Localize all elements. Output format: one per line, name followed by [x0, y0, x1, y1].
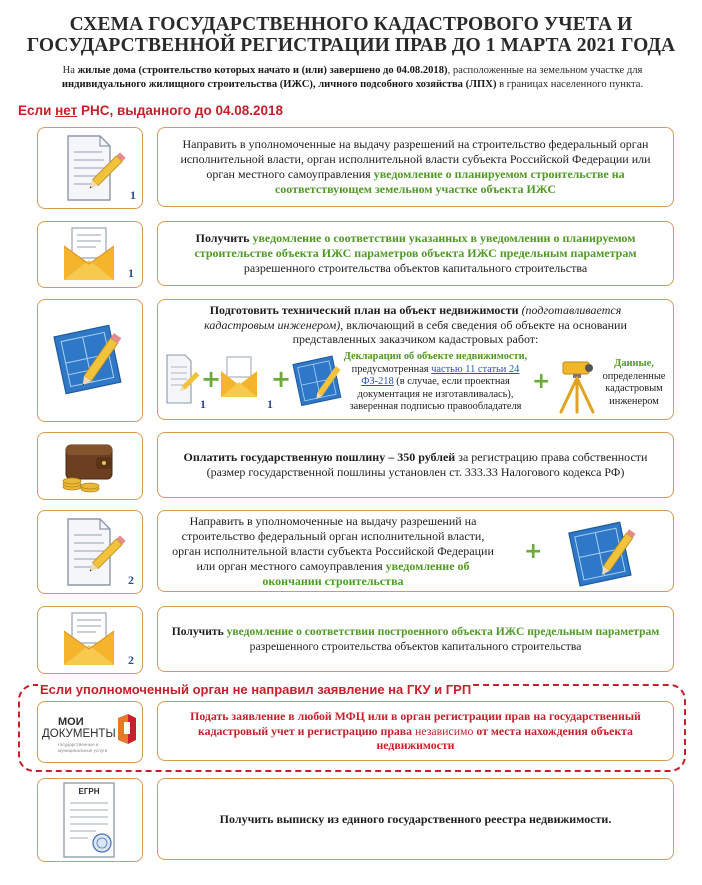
data-title: Данные,	[614, 358, 654, 369]
step1-badge: 1	[130, 188, 136, 202]
alternative-heading: Если уполномоченный орган не направил заявление на ГКУ и ГРП	[40, 682, 472, 697]
step5-icon-box	[37, 510, 143, 594]
title-line-2: ГОСУДАРСТВЕННОЙ РЕГИСТРАЦИИ ПРАВ ДО 1 МАРТА 2021 ГОДА	[26, 35, 676, 56]
title-line-1: СХЕМА ГОСУДАРСТВЕННОГО КАДАСТРОВОГО УЧЕТА И	[69, 14, 633, 35]
envelope-letter-icon	[38, 222, 142, 287]
step6-highlight: уведомление о соответствии построенного объекта ИЖС предельным параметрам	[226, 625, 660, 638]
step3-declaration	[337, 351, 534, 414]
condition-negation: нет	[55, 103, 78, 118]
wallet-coins-icon	[38, 433, 142, 499]
document-small-icon	[167, 355, 199, 403]
final-text-box	[157, 778, 674, 860]
step2-icon-box	[37, 221, 143, 288]
step3-bold: Подготовить технический план на объект недвижимости	[209, 303, 519, 317]
page-title	[0, 14, 702, 56]
step6-text: разрешенного строительства объектов капитального строительства	[249, 640, 582, 653]
step3-badge-a: 1	[200, 397, 206, 411]
fz218-link[interactable]: частью 11 статьи 24 ФЗ-218	[361, 363, 520, 388]
step2-text: разрешенного строительства объектов капитального строительства	[243, 261, 588, 275]
step5-text-box	[157, 510, 674, 592]
egrn-icon-box	[37, 778, 143, 862]
plus-icon: +	[271, 365, 292, 393]
step6-icon-box	[37, 606, 143, 674]
envelope-small-icon	[221, 357, 257, 397]
declaration-title: Декларация об объекте недвижимости,	[343, 351, 528, 362]
intro-part: , расположенные на земельном участке для	[447, 65, 643, 76]
step2-text-box	[157, 221, 674, 286]
condition-post: РНС, выданного до 04.08.2018	[77, 103, 284, 118]
logo-tagline: государственные и муниципальные услуги	[58, 742, 108, 753]
step1-highlight: уведомление о планируемом строительстве на соответствующем земельном участке объекта ИЖС	[274, 167, 625, 196]
step4-text: за регистрацию права собственности (размер государственной пошлины установлен ст. 333.33 Налогового кодекса РФ)	[206, 450, 648, 479]
data-text: определенные кадастровым инженером	[602, 370, 666, 407]
step6-badge: 2	[128, 653, 134, 667]
condition-heading	[18, 103, 283, 118]
document-pencil-icon	[38, 511, 142, 593]
intro-bold-houses: жилые дома (строительство которых начато и (или) завершено до 04.08.2018)	[77, 65, 448, 76]
surveyor-level-icon	[553, 356, 601, 416]
final-text: Получить выписку из единого государственного реестра недвижимости.	[219, 811, 612, 826]
intro-part: в границах населенного пункта.	[496, 79, 644, 90]
step2-badge: 1	[128, 266, 134, 280]
alternative-text-end: от места нахождения объекта недвижимости	[376, 723, 633, 753]
alternative-text-red: Подать заявление в любой МФЦ или в орган регистрации прав на государственный кадастровый учет и регистрацию права	[190, 709, 641, 738]
mfc-logo	[42, 716, 118, 753]
step1-icon-box	[37, 127, 143, 209]
step4-bold: Оплатить государственную пошлину – 350 рублей	[183, 450, 456, 464]
condition-pre: Если	[18, 103, 56, 118]
step1-text-box	[157, 127, 674, 207]
egrn-label: ЕГРН	[78, 787, 100, 796]
step2-highlight: уведомление о соответствии указанных в уведомлении о планируемом строительстве объекта ИЖС параметров объекта ИЖС предельным параметрам	[194, 231, 637, 260]
step6-text-box	[157, 606, 674, 672]
step3-heading	[166, 303, 665, 347]
declaration-pre: предусмотренная	[351, 363, 432, 375]
step3-icon-box	[37, 299, 143, 422]
logo-line-2: ДОКУМЕНТЫ	[42, 728, 116, 740]
alternative-text-box	[157, 701, 674, 761]
declaration-post: (в случае, если проектная документация не изготавливалась), заверенная подписью правообладателя	[349, 376, 522, 413]
step3-badge-b: 1	[267, 397, 273, 411]
mfc-logo-mark-icon	[114, 712, 138, 748]
intro-bold-land: индивидуального жилищного строительства (ИЖС), личного подсобного хозяйства (ЛПХ)	[61, 79, 497, 90]
step3-italic: (подготавливается кадастровым инженером)	[204, 303, 622, 332]
plus-icon: +	[201, 365, 222, 393]
blueprint-pencil-icon	[38, 300, 142, 421]
step3-surveyor-data	[597, 358, 671, 408]
step4-text-box	[157, 432, 674, 498]
blueprint-pencil-icon	[560, 514, 650, 588]
step5-highlight: уведомление об окончании строительства	[262, 558, 470, 588]
intro-part: На	[62, 65, 78, 76]
alternative-text-mid: независимо	[412, 723, 477, 738]
step2-bold: Получить	[195, 231, 253, 245]
step5-badge: 2	[128, 573, 134, 587]
mfc-logo-box	[37, 701, 143, 763]
step6-bold: Получить	[171, 625, 227, 638]
step5-text: Направить в уполномоченные на выдачу разрешений на строительство федеральный орган исполнительной власти, орган исполнительной власти субъекта Российской Федерации или орган местного самоуправления	[172, 513, 494, 573]
step3-inputs-graphic	[161, 351, 357, 415]
document-pencil-icon	[38, 128, 142, 208]
step3-text: , включающий в себя сведения об объекте на основании представленных заказчиком кадастровых работ:	[292, 317, 627, 346]
intro-text	[20, 64, 685, 92]
plus-icon: +	[524, 538, 543, 564]
step4-icon-box	[37, 432, 143, 500]
plus-icon: +	[532, 369, 551, 394]
step1-text: Направить в уполномоченные на выдачу разрешений на строительство федеральный орган исполнительной власти, орган исполнительной власти субъекта Российской Федерации или орган местного самоуправления	[180, 137, 651, 181]
logo-line-1: МОИ	[58, 716, 84, 728]
envelope-letter-icon	[38, 607, 142, 673]
